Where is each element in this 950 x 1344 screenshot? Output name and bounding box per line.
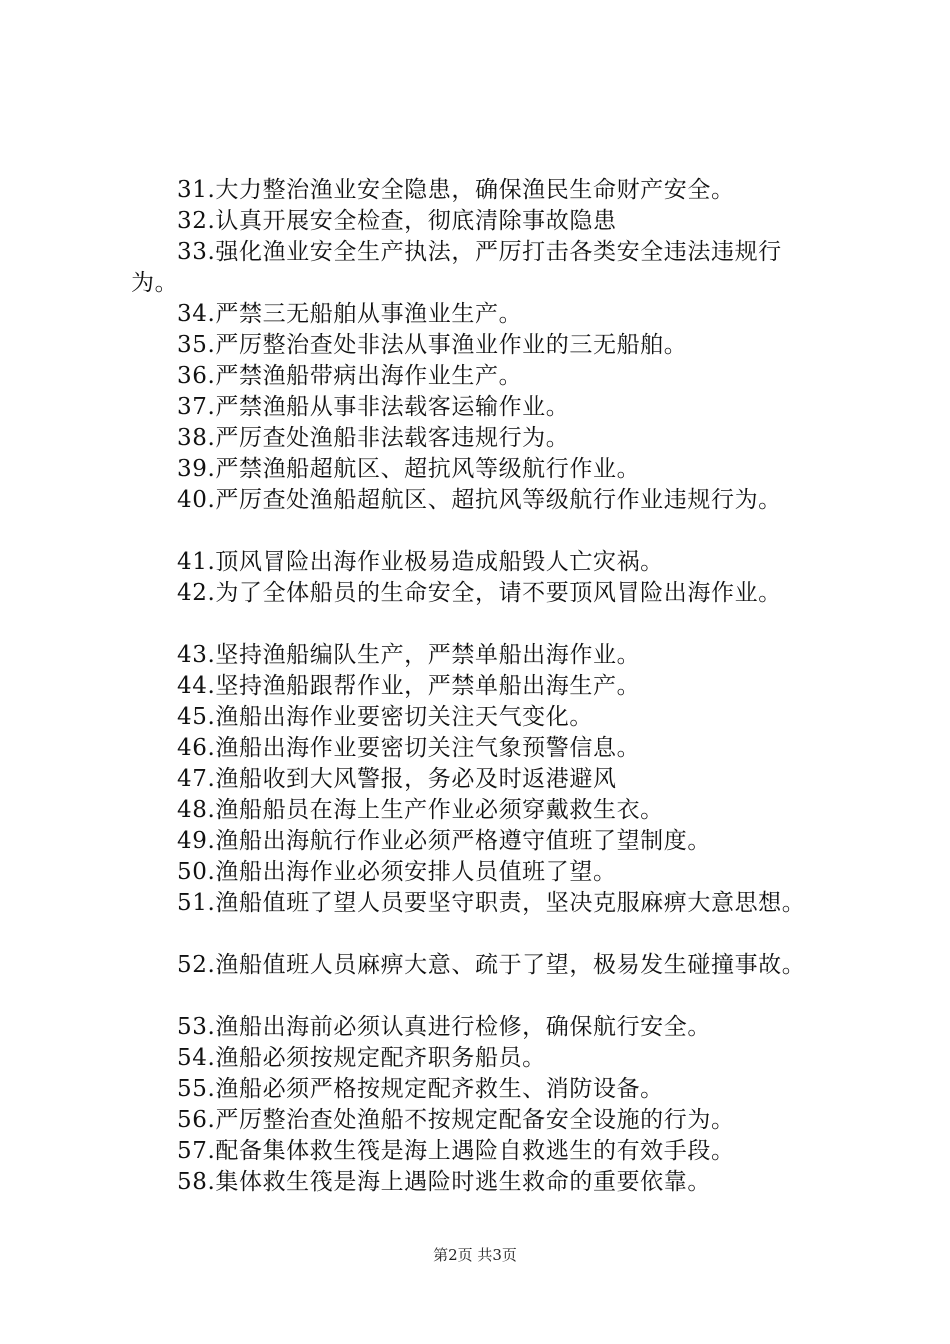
paragraph-gap <box>131 981 843 1012</box>
paragraph-gap <box>131 516 843 547</box>
list-item: 31.大力整治渔业安全隐患，确保渔民生命财产安全。 <box>177 177 735 203</box>
paragraph-gap <box>131 609 843 640</box>
paragraph-gap <box>131 919 843 950</box>
list-item: 38.严厉查处渔船非法载客违规行为。 <box>177 425 570 451</box>
list-item: 51.渔船值班了望人员要坚守职责，坚决克服麻痹大意思想。 <box>177 890 806 916</box>
list-item: 44.坚持渔船跟帮作业，严禁单船出海生产。 <box>177 673 641 699</box>
list-item: 40.严厉查处渔船超航区、超抗风等级航行作业违规行为。 <box>177 487 782 513</box>
list-item: 39.严禁渔船超航区、超抗风等级航行作业。 <box>177 456 641 482</box>
list-item: 32.认真开展安全检查，彻底清除事故隐患 <box>177 208 617 234</box>
list-item: 47.渔船收到大风警报，务必及时返港避风 <box>177 766 617 792</box>
list-item: 49.渔船出海航行作业必须严格遵守值班了望制度。 <box>177 828 711 854</box>
list-item: 43.坚持渔船编队生产，严禁单船出海作业。 <box>177 642 641 668</box>
list-item: 42.为了全体船员的生命安全，请不要顶风冒险出海作业。 <box>177 580 782 606</box>
list-item: 58.集体救生筏是海上遇险时逃生救命的重要依靠。 <box>177 1169 711 1195</box>
list-item: 48.渔船船员在海上生产作业必须穿戴救生衣。 <box>177 797 664 823</box>
list-item: 50.渔船出海作业必须安排人员值班了望。 <box>177 859 617 885</box>
list-item: 36.严禁渔船带病出海作业生产。 <box>177 363 523 389</box>
list-item: 53.渔船出海前必须认真进行检修，确保航行安全。 <box>177 1014 711 1040</box>
list-item: 55.渔船必须严格按规定配齐救生、消防设备。 <box>177 1076 664 1102</box>
list-item-continuation: 为。 <box>131 270 179 296</box>
list-item: 57.配备集体救生筏是海上遇险自救逃生的有效手段。 <box>177 1138 735 1164</box>
list-item: 34.严禁三无船舶从事渔业生产。 <box>177 301 523 327</box>
list-item: 52.渔船值班人员麻痹大意、疏于了望，极易发生碰撞事故。 <box>177 952 806 978</box>
list-item: 46.渔船出海作业要密切关注气象预警信息。 <box>177 735 641 761</box>
list-item: 37.严禁渔船从事非法载客运输作业。 <box>177 394 570 420</box>
page-number-footer: 第2页 共3页 <box>433 1246 517 1264</box>
list-item: 54.渔船必须按规定配齐职务船员。 <box>177 1045 546 1071</box>
list-item: 33.强化渔业安全生产执法，严厉打击各类安全违法违规行 <box>177 239 782 265</box>
list-item: 56.严厉整治查处渔船不按规定配备安全设施的行为。 <box>177 1107 735 1133</box>
list-item: 35.严厉整治查处非法从事渔业作业的三无船舶。 <box>177 332 688 358</box>
slogan-list <box>131 175 843 1198</box>
list-item: 41.顶风冒险出海作业极易造成船毁人亡灾祸。 <box>177 549 664 575</box>
list-item: 45.渔船出海作业要密切关注天气变化。 <box>177 704 593 730</box>
